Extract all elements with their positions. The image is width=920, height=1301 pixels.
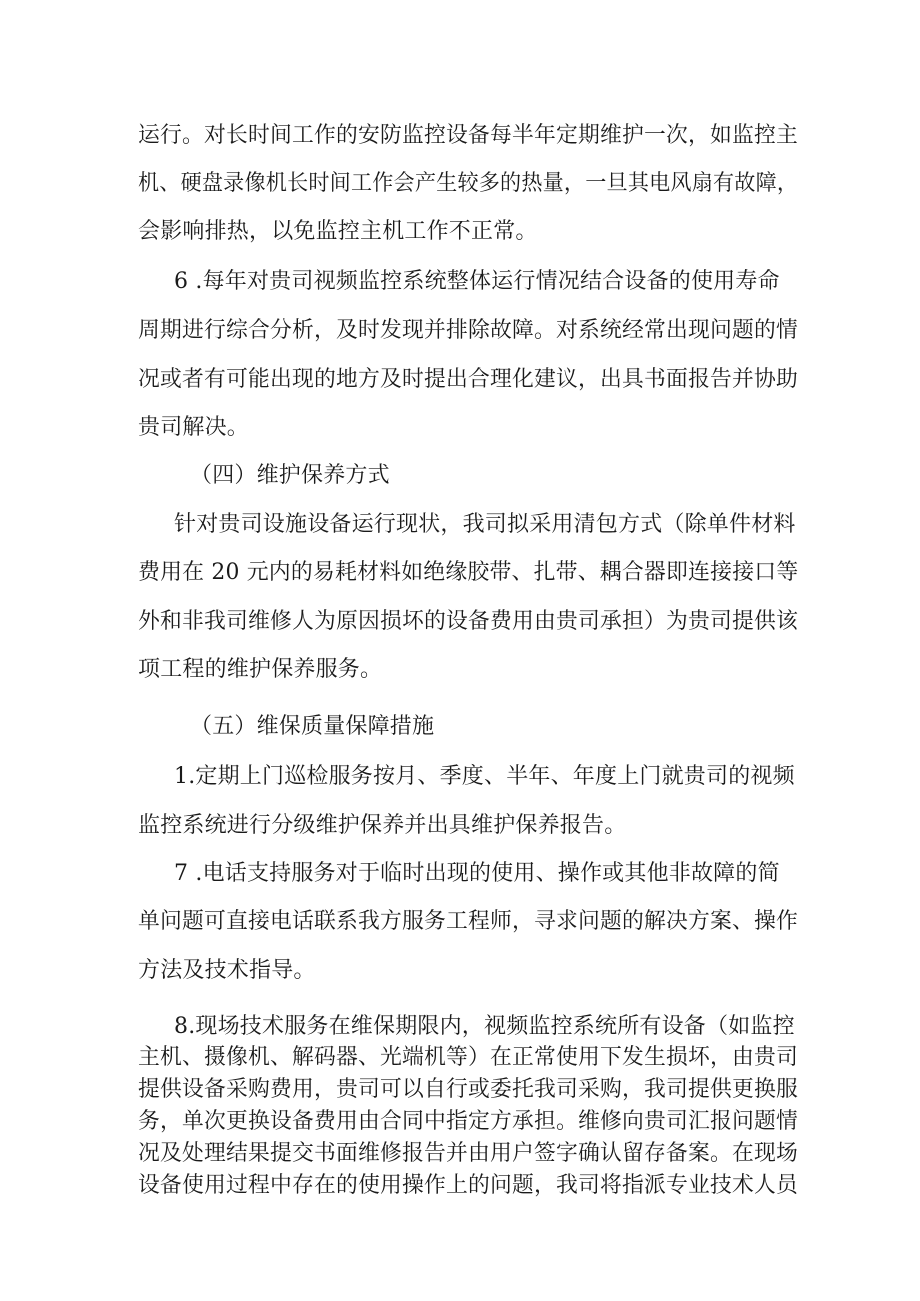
text-line: 费用在 20 元内的易耗材料如绝缘胶带、扎带、耦合器即连接接口等 [138, 560, 799, 585]
text-line: 8.现场技术服务在维保期限内，视频监控系统所有设备（如监控 [174, 1014, 795, 1039]
text-line: 方法及技术指导。 [138, 958, 316, 983]
text-line: 6 .每年对贵司视频监控系统整体运行情况结合设备的使用寿命 [174, 269, 780, 294]
section-heading: （四）维护保养方式 [190, 463, 390, 488]
text-line: 1.定期上门巡检服务按月、季度、半年、年度上门就贵司的视频 [174, 764, 795, 789]
text-line: 外和非我司维修人为原因损坏的设备费用由贵司承担）为贵司提供该 [138, 609, 799, 634]
text-line: 项工程的维护保养服务。 [138, 657, 383, 682]
text-line: 提供设备采购费用，贵司可以自行或委托我司采购，我司提供更换服 [138, 1077, 799, 1102]
text-line: 周期进行综合分析，及时发现并排除故障。对系统经常出现问题的情 [138, 318, 799, 343]
text-line: 况及处理结果提交书面维修报告并由用户签字确认留存备案。在现场 [138, 1141, 799, 1166]
section-heading: （五）维保质量保障措施 [190, 714, 435, 739]
text-line: 主机、摄像机、解码器、光端机等）在正常使用下发生损坏，由贵司 [138, 1045, 799, 1070]
text-line: 设备使用过程中存在的使用操作上的问题，我司将指派专业技术人员 [138, 1173, 799, 1198]
text-line: 况或者有可能出现的地方及时提出合理化建议，出具书面报告并协助 [138, 367, 799, 392]
text-line: 务，单次更换设备费用由合同中指定方承担。维修向贵司汇报问题情 [138, 1109, 799, 1134]
text-line: 单问题可直接电话联系我方服务工程师，寻求问题的解决方案、操作 [138, 909, 799, 934]
text-line: 针对贵司设施设备运行现状，我司拟采用清包方式（除单件材料 [174, 512, 796, 537]
text-line: 7 .电话支持服务对于临时出现的使用、操作或其他非故障的简 [174, 861, 780, 886]
text-line: 运行。对长时间工作的安防监控设备每半年定期维护一次，如监控主 [138, 123, 799, 148]
text-line: 会影响排热，以免监控主机工作不正常。 [138, 219, 538, 244]
text-line: 机、硬盘录像机长时间工作会产生较多的热量，一旦其电风扇有故障， [138, 171, 799, 196]
text-line: 贵司解决。 [138, 415, 250, 440]
text-line: 监控系统进行分级维护保养并出具维护保养报告。 [138, 813, 627, 838]
